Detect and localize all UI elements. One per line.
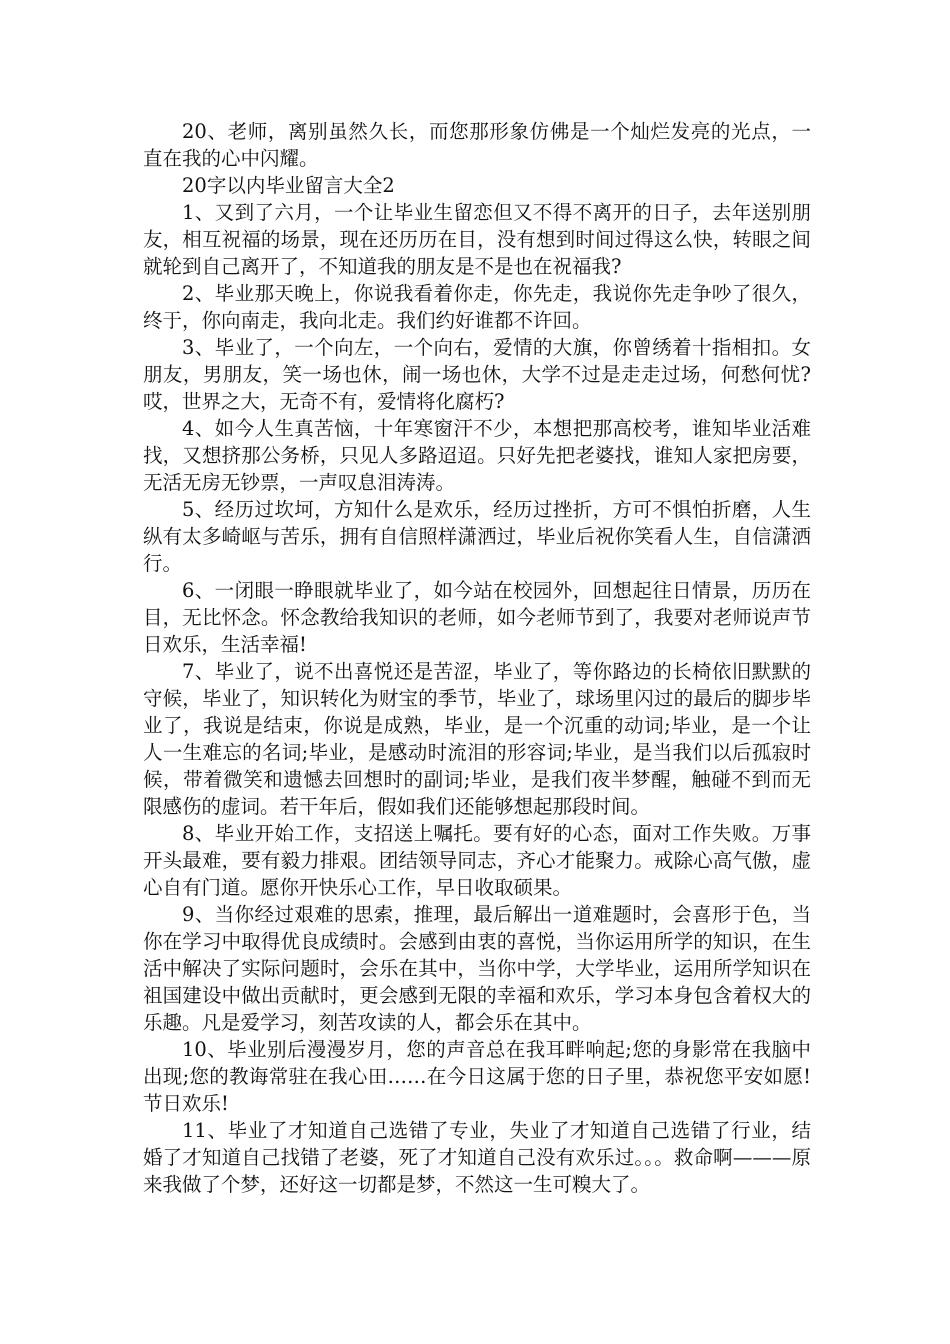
- paragraph-item-3: 3、毕业了，一个向左，一个向右，爱情的大旗，你曾绣着十指相扣。女朋友，男朋友，笑一场也休，闹一场也休，大学不过是走走过场，何愁何忧?哎，世界之大，无奇不有，爱情将化腐朽?: [143, 336, 811, 413]
- section-heading: 20字以内毕业留言大全2: [182, 174, 395, 197]
- paragraph-item-4: 4、如今人生真苦恼，十年寒窗汗不少，本想把那高校考，谁知毕业活难找，又想挤那公务桥，只见人多路迢迢。只好先把老婆找，谁知人家把房要，无活无房无钞票，一声叹息泪涛涛。: [143, 417, 811, 494]
- paragraph-item-5: 5、经历过坎坷，方知什么是欢乐，经历过挫折，方可不惧怕折磨，人生纵有太多崎岖与苦乐，拥有自信照样潇洒过，毕业后祝你笑看人生，自信潇洒行。: [143, 498, 811, 575]
- paragraph-item-2: 2、毕业那天晚上，你说我看着你走，你先走，我说你先走争吵了很久，终于，你向南走，我向北走。我们约好谁都不许回。: [143, 282, 811, 332]
- document-body: [143, 118, 811, 1198]
- paragraph-item-1: 1、又到了六月，一个让毕业生留恋但又不得不离开的日子，去年送别朋友，相互祝福的场景，现在还历历在目，没有想到时间过得这么快，转眼之间就轮到自己离开了，不知道我的朋友是不是也在祝福我?: [143, 201, 811, 278]
- paragraph-item-9: 9、当你经过艰难的思索，推理，最后解出一道难题时，会喜形于色，当你在学习中取得优良成绩时。会感到由衷的喜悦，当你运用所学的知识，在生活中解决了实际问题时，会乐在其中，当你中学，大学毕业，运用所学知识在祖国建设中做出贡献时，更会感到无限的幸福和欢乐，学习本身包含着权大的乐趣。凡是爱学习，刻苦攻读的人，都会乐在其中。: [143, 903, 811, 1034]
- paragraph-item-20: 20、老师，离别虽然久长，而您那形象仿佛是一个灿烂发亮的光点，一直在我的心中闪耀。: [143, 120, 811, 170]
- paragraph-item-11: 11、毕业了才知道自己选错了专业，失业了才知道自己选错了行业，结婚了才知道自己找错了老婆，死了才知道自己没有欢乐过。。。救命啊———原来我做了个梦，还好这一切都是梦，不然这一生可糗大了。: [143, 1119, 811, 1196]
- paragraph-item-7: 7、毕业了，说不出喜悦还是苦涩，毕业了，等你路边的长椅依旧默默的守候，毕业了，知识转化为财宝的季节，毕业了，球场里闪过的最后的脚步毕业了，我说是结束，你说是成熟，毕业，是一个沉重的动词;毕业，是一个让人一生难忘的名词;毕业，是感动时流泪的形容词;毕业，是当我们以后孤寂时候，带着微笑和遗憾去回想时的副词;毕业，是我们夜半梦醒，触碰不到而无限感伤的虚词。若干年后，假如我们还能够想起那段时间。: [143, 660, 811, 818]
- paragraph-item-6: 6、一闭眼一睁眼就毕业了，如今站在校园外，回想起往日情景，历历在目，无比怀念。怀念教给我知识的老师，如今老师节到了，我要对老师说声节日欢乐，生活幸福!: [143, 579, 811, 656]
- paragraph-item-10: 10、毕业别后漫漫岁月，您的声音总在我耳畔响起;您的身影常在我脑中出现;您的教诲常驻在我心田……在今日这属于您的日子里，恭祝您平安如愿!节日欢乐!: [143, 1038, 811, 1115]
- paragraph-item-8: 8、毕业开始工作，支招送上嘱托。要有好的心态，面对工作失败。万事开头最难，要有毅力排艰。团结领导同志，齐心才能聚力。戒除心高气傲，虚心自有门道。愿你开快乐心工作，早日收取硕果。: [143, 822, 811, 899]
